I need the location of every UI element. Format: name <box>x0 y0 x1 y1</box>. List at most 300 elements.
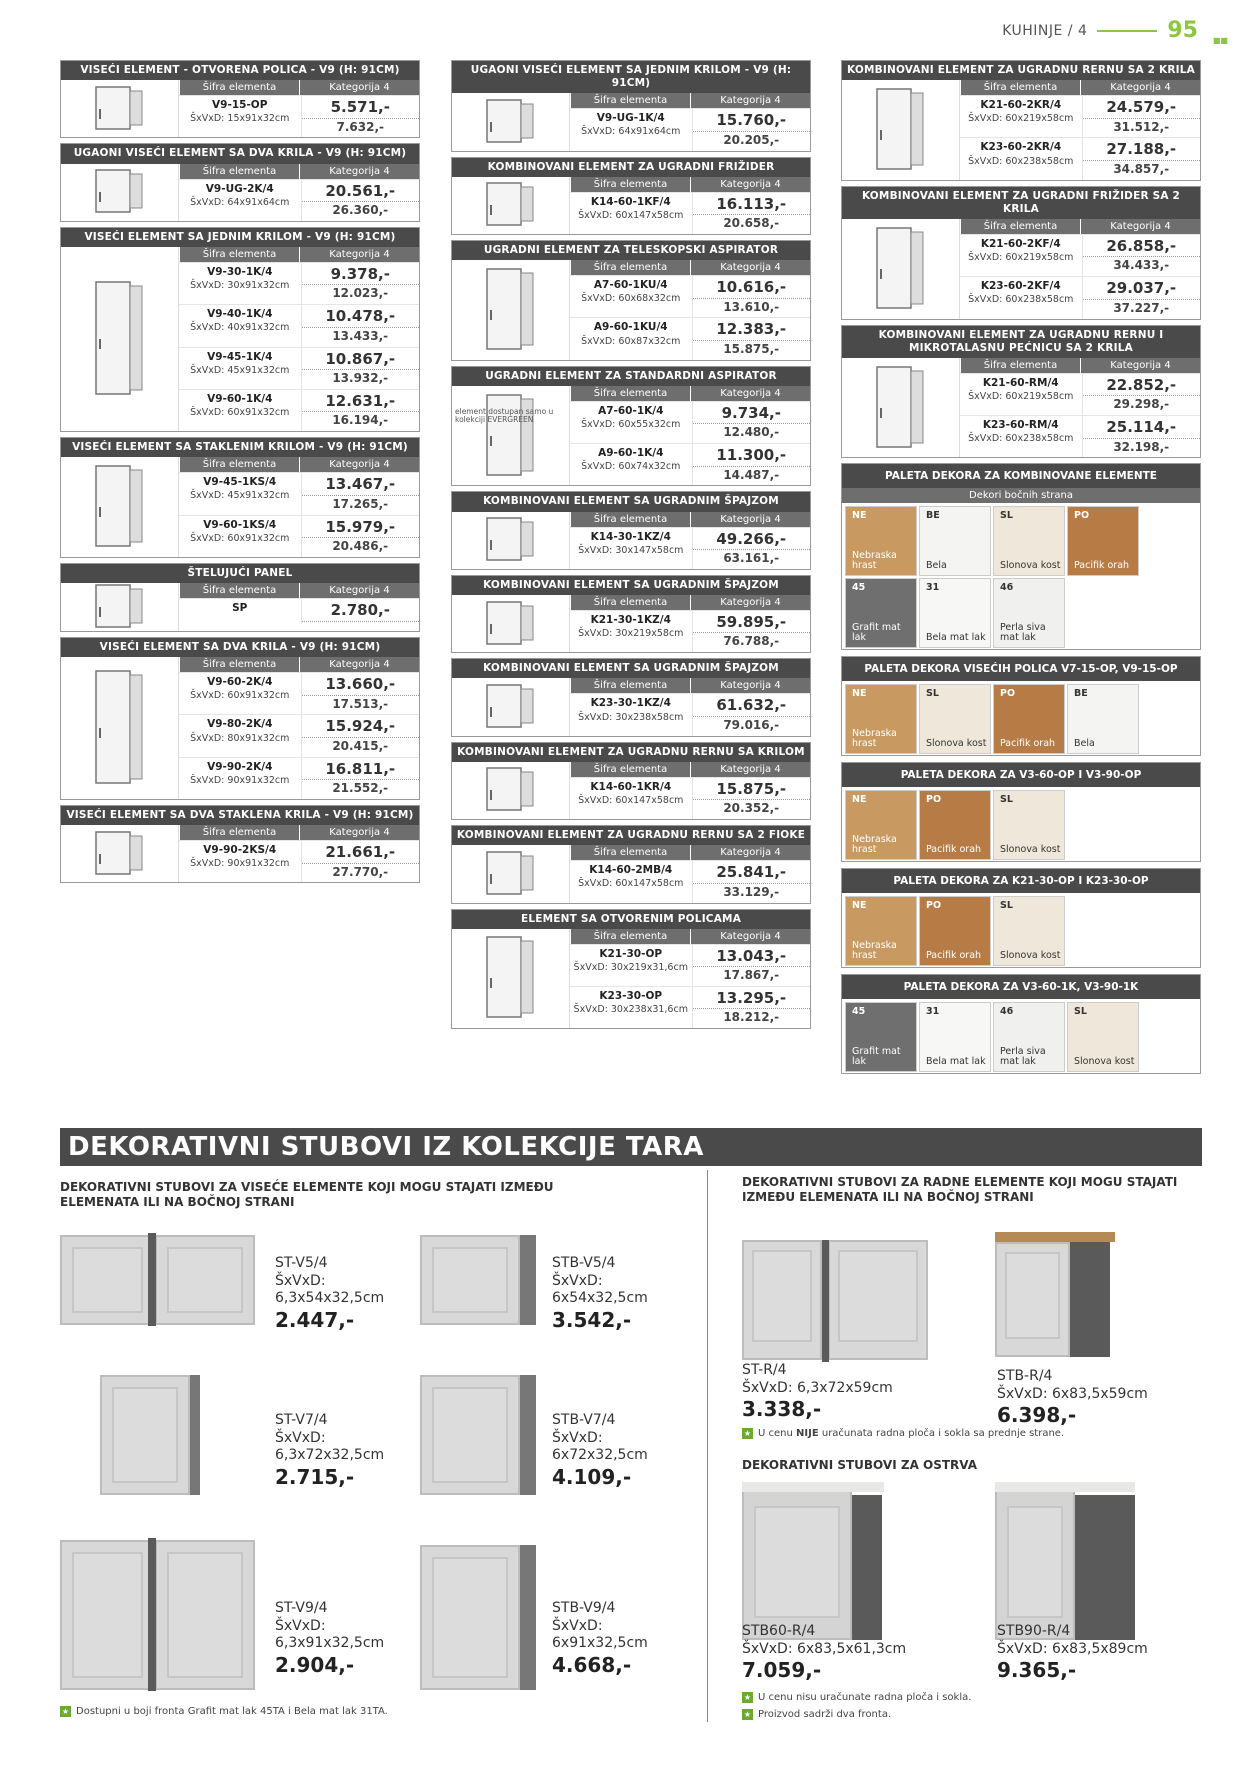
swatch-code: 31 <box>926 582 940 594</box>
column-post <box>520 1375 536 1495</box>
table-header <box>960 80 1200 95</box>
price-old: 20.415,- <box>332 738 389 753</box>
table-header <box>570 386 810 401</box>
header-category: Kategorija 4 <box>299 825 419 840</box>
element-code: K14-60-1KR/4 <box>590 780 672 793</box>
product-block <box>60 227 420 432</box>
element-code: V9-80-2K/4 <box>207 718 273 731</box>
swatch-code: BE <box>1074 688 1088 700</box>
product-image <box>61 657 179 799</box>
element-dimensions: ŠxVxD: 60x68x32cm <box>581 293 681 305</box>
price-cell <box>301 841 420 882</box>
swatch-name: Perla siva mat lak <box>1000 621 1046 643</box>
note-text: Proizvod sadrži dva fronta. <box>758 1709 892 1720</box>
column-middle <box>451 60 811 1034</box>
element-dimensions: ŠxVxD: 60x55x32cm <box>581 418 681 430</box>
element-code: K14-60-1KF/4 <box>590 195 671 208</box>
product-image <box>61 457 179 557</box>
product-block <box>451 60 811 152</box>
table-row <box>179 515 419 557</box>
block-title: ŠTELUJUĆI PANEL <box>61 564 419 583</box>
price-old: 76.788,- <box>723 634 780 649</box>
price-old: 14.487,- <box>723 467 780 482</box>
element-cell <box>570 528 692 569</box>
swatch-row <box>842 787 1200 861</box>
element-cell <box>179 841 301 882</box>
table-row <box>960 276 1200 318</box>
product-block <box>451 742 811 820</box>
price-cell <box>1082 374 1201 415</box>
swatch-row <box>842 999 1200 1073</box>
decor-swatch <box>845 506 917 576</box>
element-code: K21-60-2KR/4 <box>980 99 1062 112</box>
decor-palette <box>841 463 1201 650</box>
product-dim: 6,3x54x32,5cm <box>275 1290 385 1306</box>
element-dimensions: ŠxVxD: 45x91x32cm <box>190 490 290 502</box>
element-cell <box>960 416 1082 457</box>
price-old: 7.632,- <box>336 119 384 134</box>
column-right <box>841 60 1201 1080</box>
column-post <box>1075 1495 1135 1640</box>
element-code: K23-30-1KZ/4 <box>590 697 671 710</box>
cabinet-icon <box>479 181 543 229</box>
product-price: 4.668,- <box>552 1652 632 1677</box>
cabinet-icon <box>479 600 543 648</box>
product-dim: ŠxVxD: 6,3x72x59cm <box>742 1379 893 1396</box>
swatch-code: SL <box>926 688 939 700</box>
price-cell <box>692 402 811 443</box>
cabinet-icon <box>479 935 543 1021</box>
swatch-name: Pacifik orah <box>1000 737 1056 749</box>
swatch-code: SL <box>1000 794 1013 806</box>
column-image-st-r-b <box>828 1240 928 1360</box>
table-row <box>570 317 810 359</box>
header-code: Šifra elementa <box>179 657 299 672</box>
price-old: 32.198,- <box>1113 439 1170 454</box>
element-dimensions: ŠxVxD: 30x147x58cm <box>578 544 684 556</box>
table-row <box>179 179 419 221</box>
product-code: STB90-R/4 <box>997 1623 1071 1639</box>
swatch-code: NE <box>852 688 867 700</box>
price-cell <box>301 96 420 137</box>
cabinet-icon <box>479 683 543 731</box>
block-title: KOMBINOVANI ELEMENT ZA UGRADNI FRIŽIDER SA 2 KRILA <box>842 187 1200 219</box>
table-header <box>179 825 419 840</box>
table-row <box>570 777 810 819</box>
table-header <box>570 929 810 944</box>
element-code: V9-90-2KS/4 <box>203 844 277 857</box>
element-code: A9-60-1KU/4 <box>593 321 668 334</box>
note-island-2 <box>742 1709 891 1720</box>
price-cell <box>301 758 420 799</box>
swatch-name: Bela mat lak <box>926 1055 986 1067</box>
swatch-row <box>842 893 1200 967</box>
product-code: STB-V7/4 <box>552 1412 616 1428</box>
product-dim: ŠxVxD: <box>552 1429 603 1446</box>
price-cell <box>1082 416 1201 457</box>
swatch-name: Bela <box>1074 737 1095 749</box>
product-price: 2.447,- <box>275 1307 355 1332</box>
element-cell <box>570 444 692 485</box>
element-cell <box>960 374 1082 415</box>
price-cell <box>301 305 420 346</box>
product-stb-r <box>997 1368 1148 1428</box>
price-main: 16.113,- <box>693 195 811 216</box>
price-main: 27.188,- <box>1083 140 1201 161</box>
table-row <box>179 304 419 346</box>
header-category: Kategorija 4 <box>299 583 419 598</box>
element-cell <box>179 348 301 389</box>
table-header <box>570 595 810 610</box>
swatch-code: SL <box>1074 1006 1087 1018</box>
price-cell <box>301 390 420 431</box>
element-dimensions: ŠxVxD: 90x91x32cm <box>190 858 290 870</box>
header-category: Kategorija 4 <box>690 177 810 192</box>
swatch-code: NE <box>852 510 867 522</box>
price-old: 12.023,- <box>332 286 389 301</box>
column-image-st-r <box>742 1240 822 1360</box>
page-header <box>1002 18 1198 43</box>
table-row <box>570 860 810 902</box>
cabinet-icon <box>479 850 543 898</box>
price-old: 16.194,- <box>332 413 389 428</box>
swatch-name: Slonova kost <box>1074 1055 1135 1067</box>
column-post <box>1070 1242 1110 1357</box>
decor-swatch <box>845 578 917 648</box>
swatch-name: Bela <box>926 559 947 571</box>
palette-title: PALETA DEKORA ZA KOMBINOVANE ELEMENTE <box>842 464 1200 488</box>
cabinet-icon <box>479 766 543 814</box>
element-code: V9-UG-2K/4 <box>205 182 274 195</box>
element-cell <box>179 390 301 431</box>
swatch-code: SL <box>1000 900 1013 912</box>
product-block <box>841 325 1201 459</box>
price-main: 24.579,- <box>1083 98 1201 119</box>
block-title: UGAONI VISEĆI ELEMENT SA DVA KRILA - V9 (H: 91CM) <box>61 144 419 163</box>
header-code: Šifra elementa <box>570 762 690 777</box>
price-old: 20.352,- <box>723 801 780 816</box>
product-image <box>452 678 570 735</box>
product-dim: ŠxVxD: 6x83,5x89cm <box>997 1640 1148 1657</box>
element-dimensions: ŠxVxD: 60x91x32cm <box>190 406 290 418</box>
palette-title: PALETA DEKORA ZA V3-60-OP I V3-90-OP <box>842 763 1200 787</box>
block-title: VISEĆI ELEMENT SA DVA STAKLENA KRILA - V9 (H: 91CM) <box>61 806 419 825</box>
swatch-name: Nebraska hrast <box>852 549 897 571</box>
column-image-stb60-r <box>742 1490 852 1640</box>
header-code: Šifra elementa <box>570 386 690 401</box>
block-title: KOMBINOVANI ELEMENT SA UGRADNIM ŠPAJZOM <box>452 492 810 511</box>
price-cell <box>301 673 420 714</box>
worktop <box>742 1482 884 1492</box>
block-title: VISEĆI ELEMENT - OTVORENA POLICA - V9 (H: 91CM) <box>61 61 419 80</box>
product-block <box>841 60 1201 181</box>
decor-swatch <box>993 1002 1065 1072</box>
table-row <box>960 373 1200 415</box>
product-dim: ŠxVxD: <box>275 1429 326 1446</box>
product-dim: ŠxVxD: <box>275 1617 326 1634</box>
price-main: 10.478,- <box>302 307 420 328</box>
column-left <box>60 60 420 888</box>
decor-swatch <box>919 578 991 648</box>
price-main: 15.979,- <box>302 518 420 539</box>
cabinet-icon <box>88 280 152 398</box>
block-title: UGRADNI ELEMENT ZA STANDARDNI ASPIRATOR <box>452 367 810 386</box>
header-code: Šifra elementa <box>570 845 690 860</box>
price-main: 2.780,- <box>302 601 420 622</box>
product-stb-v5 <box>552 1255 648 1333</box>
price-cell <box>1082 96 1201 137</box>
header-code: Šifra elementa <box>179 583 299 598</box>
element-cell <box>570 402 692 443</box>
table-header <box>179 80 419 95</box>
decor-palette <box>841 974 1201 1074</box>
element-code: V9-60-2K/4 <box>207 676 273 689</box>
product-dim: 6x91x32,5cm <box>552 1635 648 1651</box>
price-old: 63.161,- <box>723 551 780 566</box>
product-image <box>842 219 960 319</box>
column-image-stb-v7 <box>420 1375 520 1495</box>
element-code: V9-45-1K/4 <box>207 350 273 363</box>
column-post <box>822 1240 829 1362</box>
table-row <box>570 527 810 569</box>
palette-title: PALETA DEKORA ZA K21-30-OP I K23-30-OP <box>842 869 1200 893</box>
table-header <box>570 177 810 192</box>
product-dim: 6x72x32,5cm <box>552 1447 648 1463</box>
product-price: 7.059,- <box>742 1658 822 1682</box>
price-old: 27.770,- <box>332 864 389 879</box>
element-code: K21-60-RM/4 <box>982 376 1059 389</box>
header-category: Kategorija 4 <box>299 247 419 262</box>
swatch-code: 46 <box>1000 582 1014 594</box>
element-dimensions: ŠxVxD: 60x219x58cm <box>968 390 1074 402</box>
element-cell <box>179 758 301 799</box>
price-old: 13.610,- <box>723 299 780 314</box>
price-cell <box>692 861 811 902</box>
price-main: 11.300,- <box>693 446 811 467</box>
element-dimensions: ŠxVxD: 60x219x58cm <box>968 252 1074 264</box>
element-cell <box>179 599 301 624</box>
table-row <box>960 234 1200 276</box>
product-dim: 6,3x72x32,5cm <box>275 1447 385 1463</box>
header-code: Šifra elementa <box>570 929 690 944</box>
price-cell <box>301 715 420 756</box>
element-code: V9-45-1KS/4 <box>203 476 277 489</box>
price-main: 15.924,- <box>302 717 420 738</box>
decor-swatch <box>919 790 991 860</box>
dots-icon: ■■ <box>1212 36 1228 45</box>
palette-subtitle: Dekori bočnih strana <box>842 488 1200 503</box>
product-image <box>61 164 179 221</box>
product-block <box>451 240 811 361</box>
price-cell <box>301 348 420 389</box>
price-main: 9.378,- <box>302 265 420 286</box>
price-cell <box>692 611 811 652</box>
star-icon: ★ <box>743 1710 752 1719</box>
swatch-code: NE <box>852 794 867 806</box>
decor-palette <box>841 868 1201 968</box>
cabinet-icon <box>869 365 933 451</box>
swatch-name: Nebraska hrast <box>852 833 897 855</box>
header-category: Kategorija 4 <box>690 595 810 610</box>
column-post <box>520 1235 536 1325</box>
cabinet-icon <box>869 87 933 173</box>
header-code: Šifra elementa <box>960 80 1080 95</box>
note-text: Dostupni u boji fronta Grafit mat lak 45TA i Bela mat lak 31TA. <box>76 1706 388 1717</box>
column-image-stb-v9 <box>420 1545 520 1690</box>
note-island-1 <box>742 1692 971 1703</box>
product-code: ST-R/4 <box>742 1362 787 1378</box>
table-row <box>179 347 419 389</box>
element-cell <box>570 987 692 1028</box>
decor-swatch <box>1067 1002 1139 1072</box>
element-cell <box>179 263 301 304</box>
element-cell <box>570 276 692 317</box>
decor-swatch <box>993 684 1065 754</box>
element-cell <box>960 235 1082 276</box>
element-code: A7-60-1KU/4 <box>593 279 668 292</box>
price-old: 13.433,- <box>332 328 389 343</box>
product-image <box>61 583 179 631</box>
product-block <box>451 366 811 487</box>
column-image-stb-v5 <box>420 1235 520 1325</box>
element-cell <box>179 516 301 557</box>
column-image-st-v9 <box>60 1540 155 1690</box>
product-stb-v9 <box>552 1600 648 1678</box>
cabinet-icon <box>479 98 543 146</box>
swatch-code: 45 <box>852 582 866 594</box>
block-title: KOMBINOVANI ELEMENT ZA UGRADNI FRIŽIDER <box>452 158 810 177</box>
price-main: 29.037,- <box>1083 279 1201 300</box>
page-number: 95 <box>1167 18 1198 43</box>
element-cell <box>570 861 692 902</box>
note-worktop <box>742 1428 1064 1439</box>
header-code: Šifra elementa <box>570 678 690 693</box>
product-block <box>60 60 420 138</box>
element-code: K23-60-2KR/4 <box>980 141 1062 154</box>
cabinet-icon <box>88 583 152 631</box>
block-title: ELEMENT SA OTVORENIM POLICAMA <box>452 910 810 929</box>
header-category: Kategorija 4 <box>690 93 810 108</box>
table-header <box>179 247 419 262</box>
header-category: Kategorija 4 <box>690 386 810 401</box>
element-code: V9-UG-1K/4 <box>596 112 665 125</box>
element-cell <box>570 611 692 652</box>
product-block <box>60 143 420 221</box>
table-row <box>179 598 419 624</box>
note-text-post: uračunata radna ploča i sokla sa prednje strane. <box>818 1428 1065 1439</box>
element-code: V9-15-OP <box>212 99 268 112</box>
column-image-stb-r <box>995 1242 1070 1357</box>
table-header <box>570 93 810 108</box>
price-main: 22.852,- <box>1083 376 1201 397</box>
element-cell <box>179 673 301 714</box>
price-cell <box>301 263 420 304</box>
table-header <box>179 164 419 179</box>
product-st-v7 <box>275 1412 384 1490</box>
header-category: Kategorija 4 <box>690 762 810 777</box>
element-code: K23-30-OP <box>599 989 663 1002</box>
note-text: U cenu nisu uračunate radna ploča i sokla. <box>758 1692 972 1703</box>
column-image-st-v5 <box>60 1235 155 1325</box>
element-code: K14-30-1KZ/4 <box>590 530 671 543</box>
element-dimensions: ŠxVxD: 60x238x58cm <box>968 294 1074 306</box>
element-cell <box>570 694 692 735</box>
block-title: KOMBINOVANI ELEMENT ZA UGRADNU RERNU SA KRILOM <box>452 743 810 762</box>
divider <box>707 1170 708 1722</box>
price-old: 33.129,- <box>723 884 780 899</box>
element-code: V9-30-1K/4 <box>207 265 273 278</box>
cabinet-icon <box>88 168 152 216</box>
swatch-name: Bela mat lak <box>926 631 986 643</box>
element-dimensions: ŠxVxD: 60x238x58cm <box>968 433 1074 445</box>
product-code: STB60-R/4 <box>742 1623 816 1639</box>
price-cell <box>692 109 811 150</box>
product-image <box>452 845 570 902</box>
price-main: 13.295,- <box>693 989 811 1010</box>
product-price: 2.904,- <box>275 1652 355 1677</box>
table-header <box>570 845 810 860</box>
section-title: DEKORATIVNI STUBOVI IZ KOLEKCIJE TARA <box>60 1128 1202 1166</box>
table-header <box>179 457 419 472</box>
star-icon: ★ <box>743 1429 752 1438</box>
header-code: Šifra elementa <box>570 177 690 192</box>
price-main: 5.571,- <box>302 98 420 119</box>
element-dimensions: ŠxVxD: 40x91x32cm <box>190 322 290 334</box>
header-code: Šifra elementa <box>570 260 690 275</box>
header-category: Kategorija 4 <box>299 80 419 95</box>
table-row <box>179 672 419 714</box>
swatch-name: Grafit mat lak <box>852 621 901 643</box>
element-dimensions: ŠxVxD: 64x91x64cm <box>581 126 681 138</box>
price-cell <box>301 180 420 221</box>
header-code: Šifra elementa <box>570 595 690 610</box>
price-main: 12.383,- <box>693 320 811 341</box>
header-category: Kategorija 4 <box>1080 80 1200 95</box>
table-header <box>960 219 1200 234</box>
product-block <box>451 157 811 235</box>
element-cell <box>570 318 692 359</box>
decor-swatch <box>993 578 1065 648</box>
product-image <box>452 595 570 652</box>
element-code: K21-30-1KZ/4 <box>590 613 671 626</box>
header-code: Šifra elementa <box>179 457 299 472</box>
header-code: Šifra elementa <box>179 825 299 840</box>
price-old: 12.480,- <box>723 425 780 440</box>
product-dim: ŠxVxD: 6x83,5x61,3cm <box>742 1640 907 1657</box>
subheading-base-columns: DEKORATIVNI STUBOVI ZA RADNE ELEMENTE KOJI MOGU STAJATI IZMEĐU ELEMENATA ILI NA BOČNOJ STRANI <box>742 1175 1178 1204</box>
swatch-name: Pacifik orah <box>926 843 982 855</box>
product-code: STB-R/4 <box>997 1368 1053 1384</box>
decor-swatch <box>919 1002 991 1072</box>
price-old: 21.552,- <box>332 781 389 796</box>
price-main: 12.631,- <box>302 392 420 413</box>
price-old: 18.212,- <box>723 1010 780 1025</box>
swatch-name: Slonova kost <box>1000 949 1061 961</box>
price-main: 59.895,- <box>693 613 811 634</box>
subheading-wall-columns: DEKORATIVNI STUBOVI ZA VISEĆE ELEMENTE KOJI MOGU STAJATI IZMEĐU ELEMENATA ILI NA BOČNOJ STRANI <box>60 1180 554 1209</box>
header-category: Kategorija 4 <box>299 457 419 472</box>
product-image <box>452 929 570 1029</box>
element-cell <box>570 193 692 234</box>
element-dimensions: ŠxVxD: 30x219x31,6cm <box>573 961 688 973</box>
swatch-code: 45 <box>852 1006 866 1018</box>
price-main: 25.841,- <box>693 863 811 884</box>
decor-palette <box>841 762 1201 862</box>
swatch-name: Pacifik orah <box>926 949 982 961</box>
header-category: Kategorija 4 <box>690 845 810 860</box>
swatch-row <box>842 503 1200 649</box>
cabinet-icon <box>88 85 152 133</box>
